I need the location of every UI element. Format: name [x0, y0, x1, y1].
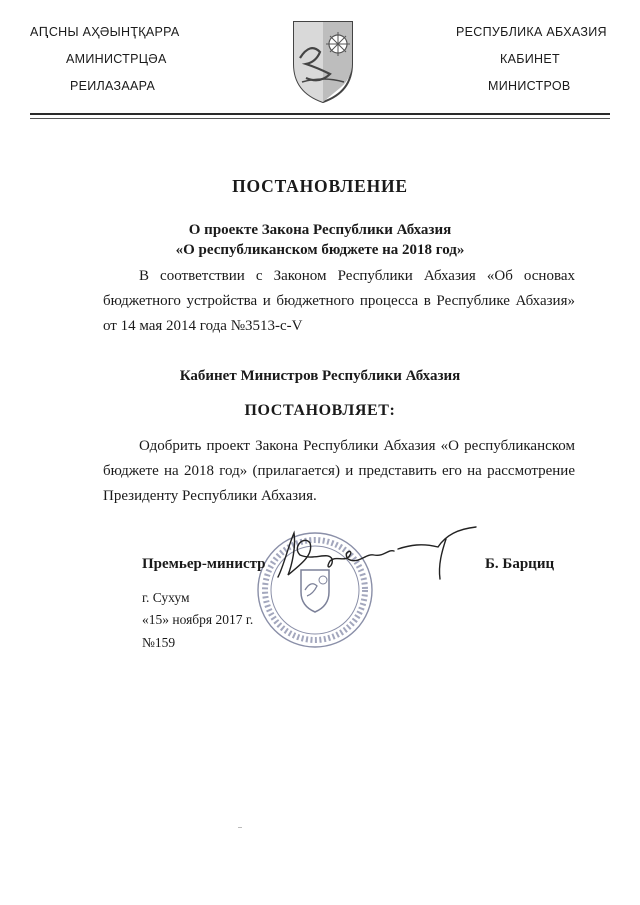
header-right-line-1: РЕСПУБЛИКА АБХАЗИЯ [456, 25, 607, 39]
operative-line: бюджете на 2018 год» (прилагается) и представить его на рассмотрение [103, 463, 575, 479]
issuing-body: Кабинет Министров Республики Абхазия [179, 368, 461, 384]
header-left-line-3: РЕИЛАЗААРА [70, 79, 156, 93]
signatory-role: Премьер-министр [142, 556, 266, 572]
subject-line: «О республиканском бюджете на 2018 год» [175, 242, 465, 258]
preamble-line: бюджетного устройства и бюджетного процесса в Республике Абхазия» [103, 293, 575, 309]
document-title: ПОСТАНОВЛЕНИЕ [232, 176, 408, 196]
operative-line: Одобрить проект Закона Республики Абхазия «О республиканском [139, 438, 575, 454]
document-subject [0, 220, 640, 260]
signatory-name: Б. Барциц [485, 556, 555, 572]
handwritten-signature-icon [270, 525, 490, 585]
header-abkhaz-block [30, 22, 220, 96]
decree-heading: ПОСТАНОВЛЯЕТ: [244, 402, 396, 419]
issue-place: г. Сухум [142, 590, 190, 605]
scan-speck-icon [238, 826, 242, 830]
document-number: №159 [142, 635, 176, 650]
header-divider-thin [30, 118, 610, 119]
header-right-line-3: МИНИСТРОВ [488, 79, 571, 93]
coat-of-arms-icon [290, 18, 356, 104]
header-left-line-2: АМИНИСТРЦӘА [66, 52, 167, 66]
header-left-line-1: АԤСНЫ АҲӘЫНҬҚАРРА [30, 25, 180, 39]
header-divider-thick [30, 113, 610, 115]
preamble-line: В соответствии с Законом Республики Абхазия «Об основах [139, 268, 575, 284]
subject-line: О проекте Закона Республики Абхазия [188, 222, 452, 238]
operative-line: Президенту Республики Абхазия. [103, 488, 317, 504]
preamble-line: от 14 мая 2014 года №3513-с-V [103, 318, 303, 334]
preamble-paragraph [103, 264, 575, 339]
header-right-line-2: КАБИНЕТ [500, 52, 560, 66]
operative-paragraph [103, 434, 575, 509]
header-russian-block [450, 22, 620, 96]
issue-date: «15» ноября 2017 г. [142, 612, 254, 627]
